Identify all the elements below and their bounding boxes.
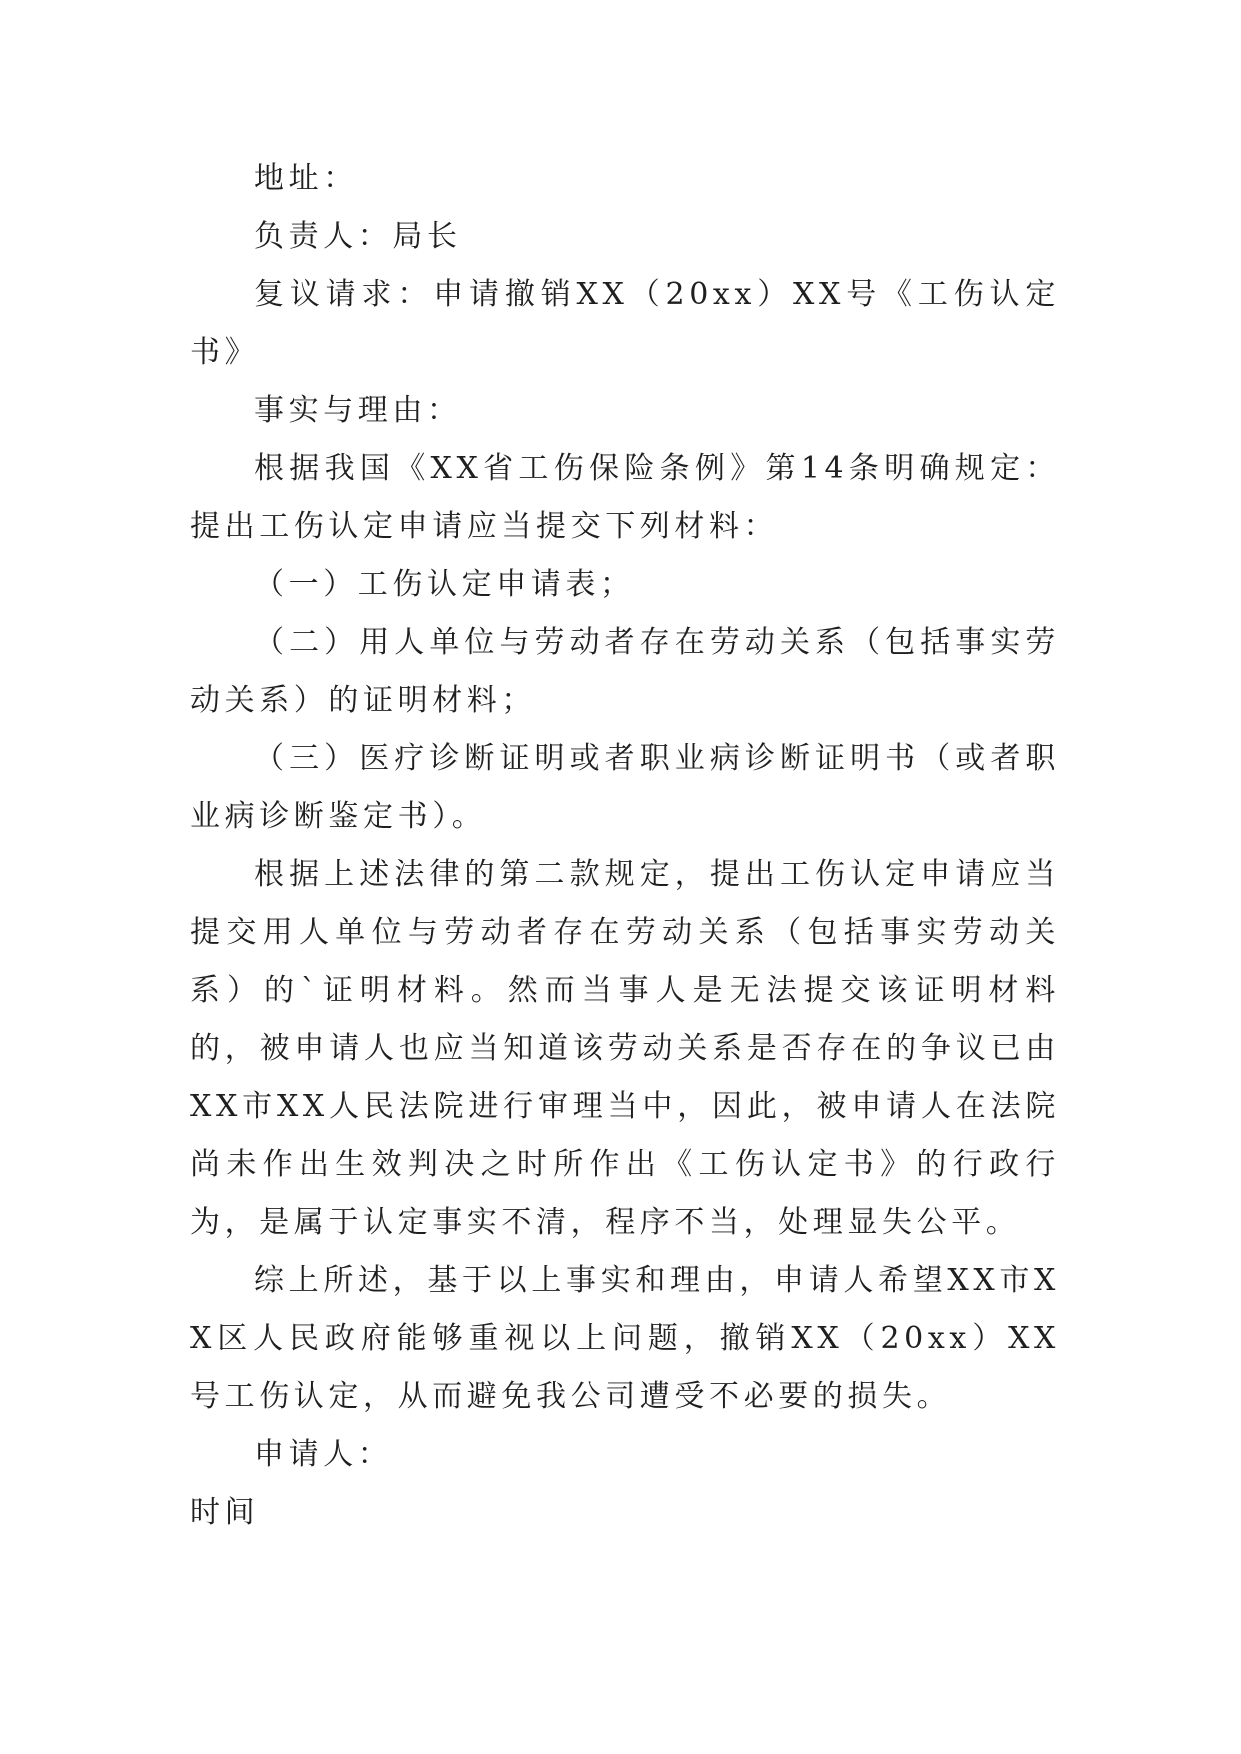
address-line: 地址： xyxy=(254,161,358,196)
list-item-1: （一）工伤认定申请表； xyxy=(254,567,635,602)
list-item-2: （二）用人单位与劳动者存在劳动关系（包括事实劳动关系）的证明材料； xyxy=(190,625,1060,718)
list-item-3: （三）医疗诊断证明或者职业病诊断证明书（或者职业病诊断鉴定书）。 xyxy=(190,741,1060,834)
leader-line: 负责人：局长 xyxy=(254,219,462,254)
conclusion-paragraph: 综上所述，基于以上事实和理由，申请人希望XX市XX区人民政府能够重视以上问题，撤销XX（20xx）XX号工伤认定，从而避免我公司遭受不必要的损失。 xyxy=(190,1263,1060,1414)
document-body xyxy=(190,150,1060,1542)
regulation-paragraph: 根据我国《XX省工伤保险条例》第14条明确规定：提出工伤认定申请应当提交下列材料： xyxy=(190,451,1060,544)
facts-heading: 事实与理由： xyxy=(254,393,462,428)
request-line: 复议请求：申请撤销XX（20xx）XX号《工伤认定书》 xyxy=(190,277,1060,370)
applicant-line: 申请人： xyxy=(254,1437,393,1472)
time-line: 时间 xyxy=(190,1495,260,1530)
analysis-paragraph: 根据上述法律的第二款规定，提出工伤认定申请应当提交用人单位与劳动者存在劳动关系（包括事实劳动关系）的`证明材料。然而当事人是无法提交该证明材料的，被申请人也应当知道该劳动关系是否存在的争议已由XX市XX人民法院进行审理当中，因此，被申请人在法院尚未作出生效判决之时所作出《工伤认定书》的行政行为，是属于认定事实不清，程序不当，处理显失公平。 xyxy=(190,857,1060,1240)
